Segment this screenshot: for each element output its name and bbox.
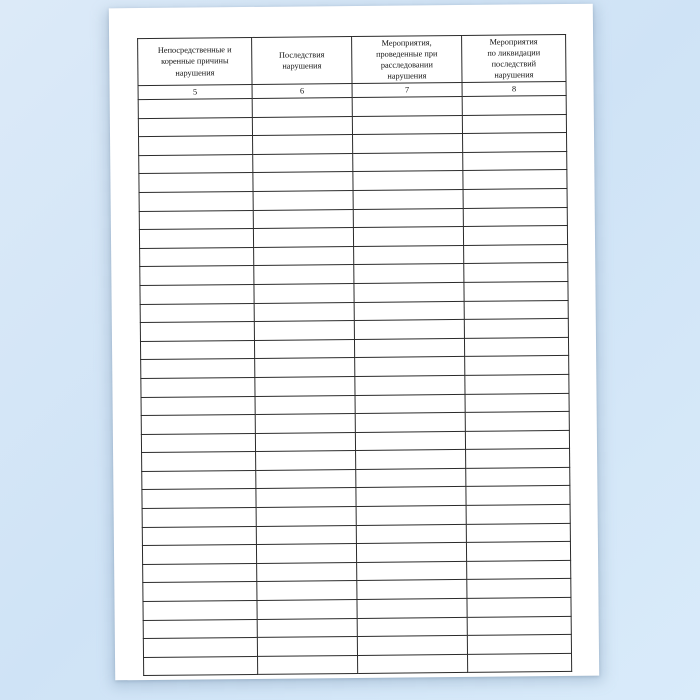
- table-cell-empty: [256, 451, 356, 471]
- header-line: Непосредственные и: [157, 45, 232, 56]
- table-cell-empty: [252, 116, 352, 136]
- table-cell-empty: [463, 207, 567, 227]
- table-cell-empty: [466, 542, 570, 562]
- table-cell-empty: [463, 170, 567, 190]
- table-header-row: [138, 34, 566, 85]
- table-cell-empty: [253, 172, 353, 192]
- table-cell-empty: [257, 600, 357, 620]
- table-cell-empty: [466, 467, 570, 487]
- table-cell-empty: [139, 210, 253, 230]
- header-line: Мероприятия,: [381, 38, 432, 48]
- table-cell-empty: [253, 190, 353, 210]
- table-cell-empty: [252, 98, 352, 118]
- table-cell-empty: [467, 616, 571, 636]
- column-number: 8: [462, 81, 566, 96]
- table-cell-empty: [138, 117, 252, 137]
- table-cell-empty: [354, 301, 464, 321]
- header-line: по ликвидации: [487, 48, 541, 58]
- table-cell-empty: [355, 394, 465, 414]
- header-line: проведенные при: [376, 49, 438, 59]
- table-cell-empty: [141, 359, 255, 379]
- table-cell-empty: [356, 487, 466, 507]
- table-cell-empty: [355, 357, 465, 377]
- table-cell-empty: [356, 543, 466, 563]
- table-cell-empty: [256, 488, 356, 508]
- table-cell-empty: [256, 469, 356, 489]
- table-cell-empty: [140, 303, 254, 323]
- table-cell-empty: [466, 504, 570, 524]
- table-cell-empty: [354, 245, 464, 265]
- table-cell-empty: [140, 266, 254, 286]
- table-cell-empty: [466, 523, 570, 543]
- table-cell-empty: [463, 151, 567, 171]
- table-cell-empty: [139, 173, 253, 193]
- header-line: Мероприятия: [489, 37, 538, 47]
- table-cell-empty: [253, 135, 353, 155]
- table-cell-empty: [142, 508, 256, 528]
- table-cell-empty: [464, 263, 568, 283]
- table-body: [138, 95, 572, 675]
- table-cell-empty: [357, 636, 467, 656]
- table-cell-empty: [465, 374, 569, 394]
- table-cell-empty: [357, 561, 467, 581]
- table-cell-empty: [465, 393, 569, 413]
- column-number: 6: [252, 84, 352, 99]
- table-cell-empty: [143, 563, 257, 583]
- table-cell-empty: [464, 337, 568, 357]
- table-cell-empty: [142, 452, 256, 472]
- header-line: нарушения: [282, 61, 322, 71]
- header-line: расследовании: [380, 60, 433, 70]
- table-cell-empty: [352, 96, 462, 116]
- table-cell-empty: [463, 188, 567, 208]
- table-cell-empty: [255, 395, 355, 415]
- column-header-causes: [138, 37, 252, 85]
- table-cell-empty: [256, 544, 356, 564]
- table-cell-empty: [255, 376, 355, 396]
- form-table: [137, 34, 572, 676]
- table-cell-empty: [463, 226, 567, 246]
- table-cell-empty: [256, 525, 356, 545]
- table-cell-empty: [468, 653, 572, 673]
- table-cell-empty: [142, 545, 256, 565]
- table-cell-empty: [467, 579, 571, 599]
- table-cell-empty: [467, 597, 571, 617]
- table-cell-empty: [140, 247, 254, 267]
- header-line: нарушения: [494, 70, 534, 80]
- table-cell-empty: [356, 505, 466, 525]
- table-cell-empty: [357, 598, 467, 618]
- table-cell-empty: [463, 133, 567, 153]
- table-cell-empty: [353, 189, 463, 209]
- table-cell-empty: [143, 638, 257, 658]
- table-cell-empty: [357, 580, 467, 600]
- table-cell-empty: [255, 414, 355, 434]
- table-cell-empty: [256, 507, 356, 527]
- table-header: [138, 34, 567, 99]
- table-cell-empty: [138, 98, 252, 118]
- table-cell-empty: [253, 153, 353, 173]
- table-cell-empty: [139, 154, 253, 174]
- table-cell-empty: [143, 582, 257, 602]
- table-cell-empty: [358, 654, 468, 674]
- header-line: нарушения: [387, 71, 427, 81]
- table-cell-empty: [353, 152, 463, 172]
- table-cell-empty: [464, 281, 568, 301]
- table-cell-empty: [258, 655, 358, 675]
- table-cell-empty: [139, 191, 253, 211]
- table-cell-empty: [354, 320, 464, 340]
- table-cell-empty: [357, 617, 467, 637]
- table-cell-empty: [255, 432, 355, 452]
- column-header-elimination-measures: [462, 34, 566, 82]
- table-cell-empty: [466, 449, 570, 469]
- table-cell-empty: [356, 468, 466, 488]
- table-cell-empty: [464, 319, 568, 339]
- table-cell-empty: [254, 246, 354, 266]
- table-cell-empty: [144, 656, 258, 676]
- document-page: [109, 4, 599, 681]
- column-number: 5: [138, 84, 252, 99]
- table-cell-empty: [143, 600, 257, 620]
- table-cell-empty: [254, 321, 354, 341]
- table-cell-empty: [141, 433, 255, 453]
- table-cell-empty: [356, 524, 466, 544]
- table-cell-empty: [354, 264, 464, 284]
- table-cell-empty: [142, 526, 256, 546]
- table-cell-empty: [353, 171, 463, 191]
- table-cell-empty: [253, 209, 353, 229]
- table-cell-empty: [140, 340, 254, 360]
- table-cell-empty: [254, 265, 354, 285]
- form-table-container: [137, 34, 571, 676]
- table-cell-empty: [355, 375, 465, 395]
- header-line: нарушения: [175, 67, 215, 78]
- table-cell-empty: [141, 396, 255, 416]
- table-cell-empty: [257, 618, 357, 638]
- table-cell-empty: [353, 227, 463, 247]
- table-cell-empty: [254, 302, 354, 322]
- table-cell-empty: [140, 322, 254, 342]
- header-line: коренные причины: [161, 56, 229, 67]
- table-cell-empty: [466, 486, 570, 506]
- table-cell-empty: [142, 489, 256, 509]
- table-cell-empty: [355, 413, 465, 433]
- table-cell-empty: [253, 228, 353, 248]
- table-cell-empty: [354, 338, 464, 358]
- table-cell-empty: [257, 581, 357, 601]
- table-cell-empty: [140, 284, 254, 304]
- table-cell-empty: [465, 412, 569, 432]
- table-cell-empty: [467, 560, 571, 580]
- table-cell-empty: [353, 134, 463, 154]
- table-cell-empty: [257, 562, 357, 582]
- column-header-consequences: [252, 37, 352, 85]
- table-cell-empty: [141, 377, 255, 397]
- table-cell-empty: [254, 339, 354, 359]
- table-cell-empty: [353, 208, 463, 228]
- table-cell-empty: [254, 283, 354, 303]
- column-header-investigation-measures: [352, 35, 462, 83]
- column-number: 7: [352, 82, 462, 97]
- table-cell-empty: [462, 95, 566, 115]
- table-row: [144, 653, 572, 676]
- table-cell-empty: [464, 300, 568, 320]
- table-cell-empty: [257, 637, 357, 657]
- table-cell-empty: [143, 619, 257, 639]
- table-cell-empty: [355, 431, 465, 451]
- table-cell-empty: [467, 635, 571, 655]
- table-cell-empty: [465, 430, 569, 450]
- table-cell-empty: [356, 450, 466, 470]
- table-cell-empty: [139, 136, 253, 156]
- table-cell-empty: [255, 358, 355, 378]
- table-cell-empty: [141, 415, 255, 435]
- table-cell-empty: [464, 244, 568, 264]
- table-cell-empty: [462, 114, 566, 134]
- table-cell-empty: [465, 356, 569, 376]
- table-cell-empty: [139, 229, 253, 249]
- table-cell-empty: [142, 470, 256, 490]
- table-cell-empty: [352, 115, 462, 135]
- header-line: последствий: [491, 59, 537, 69]
- header-line: Последствия: [278, 50, 325, 60]
- table-cell-empty: [354, 282, 464, 302]
